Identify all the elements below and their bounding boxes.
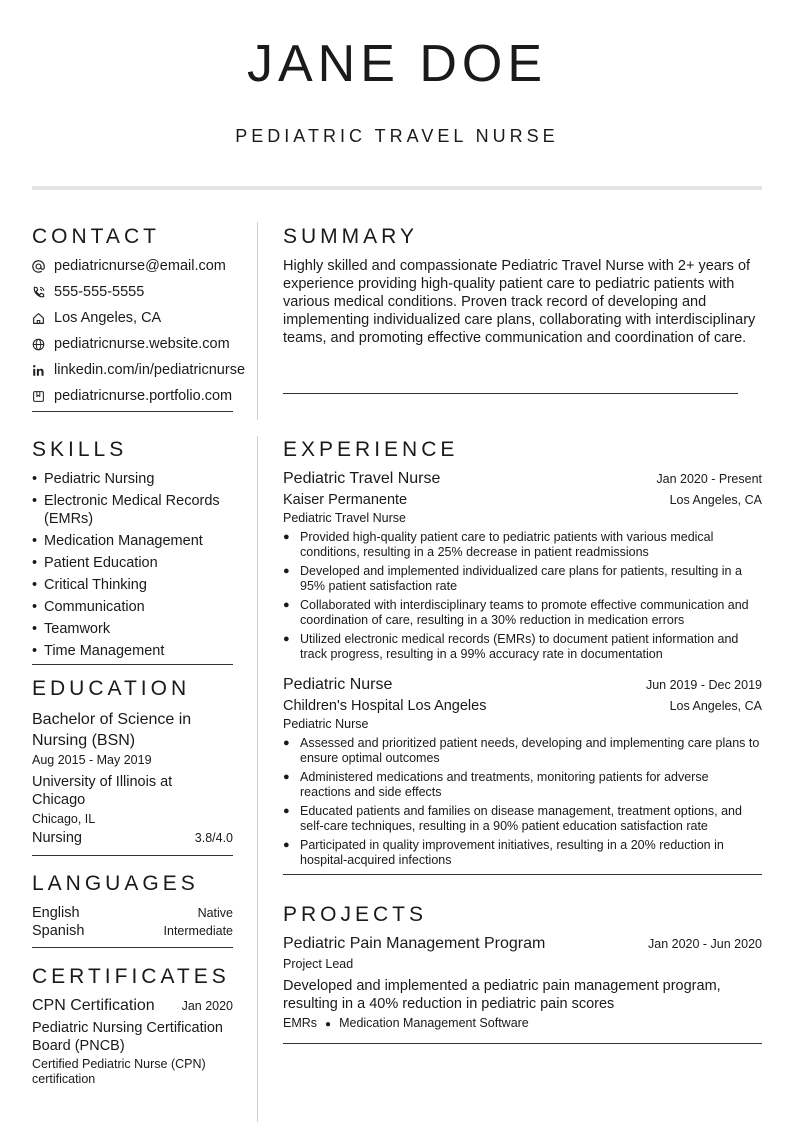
- projects-divider: [283, 1043, 762, 1044]
- certificate-name: CPN Certification: [32, 997, 155, 1014]
- languages-section: [32, 871, 233, 948]
- job-company: Children's Hospital Los Angeles: [283, 698, 487, 714]
- education-heading: EDUCATION: [32, 677, 191, 700]
- contact-location: [32, 305, 257, 331]
- job-entry: [283, 470, 762, 662]
- language-name: English: [32, 905, 80, 921]
- job-bullet: ● Collaborated with interdisciplinary teams to promote effective communication and coordination of care, resulting in a 30% reduction in medication errors: [283, 598, 749, 627]
- certificate-description: Certified Pediatric Nurse (CPN) certification: [32, 1057, 206, 1086]
- summary-heading: SUMMARY: [283, 225, 418, 248]
- summary-section: [283, 224, 762, 394]
- linkedin-icon: [32, 364, 54, 377]
- education-gpa: 3.8/4.0: [194, 831, 233, 845]
- job-company: Kaiser Permanente: [283, 492, 408, 508]
- skill-item: • Teamwork: [32, 621, 111, 637]
- job-location: Los Angeles, CA: [669, 699, 762, 713]
- candidate-name: JANE DOE: [246, 35, 548, 93]
- contact-location-text: Los Angeles, CA: [54, 310, 162, 326]
- project-tag: Medication Management Software: [339, 1016, 529, 1030]
- skills-divider: [32, 664, 233, 665]
- project-role: Project Lead: [283, 957, 354, 971]
- job-location: Los Angeles, CA: [669, 493, 762, 507]
- skill-item: • Electronic Medical Records (EMRs): [32, 493, 220, 527]
- education-divider: [32, 855, 233, 856]
- job-entry: [283, 676, 762, 868]
- language-row: [32, 922, 233, 940]
- summary-divider: [283, 393, 738, 394]
- contact-portfolio-text: pediatricnurse.portfolio.com: [54, 388, 233, 404]
- project-tag: EMRs: [283, 1016, 318, 1030]
- tag-separator: ●: [325, 1019, 332, 1030]
- contact-phone[interactable]: [32, 279, 257, 305]
- skills-section: [32, 437, 257, 665]
- job-bullet: ● Administered medications and treatments, monitoring patients for adverse reactions and side effects: [283, 770, 709, 799]
- contact-linkedin[interactable]: [32, 357, 257, 383]
- project-dates: Jan 2020 - Jun 2020: [648, 937, 762, 951]
- contact-email[interactable]: [32, 253, 257, 279]
- skill-item: • Time Management: [32, 643, 165, 659]
- job-bullet: ● Assessed and prioritized patient needs, developing and implementing care plans to ensure optimal outcomes: [283, 736, 760, 765]
- contact-section: [32, 224, 257, 412]
- summary-text: Highly skilled and compassionate Pediatric Travel Nurse with 2+ years of experience providing high-quality patient care to pediatric patients with various medical conditions. Proven track record of developing and implementing individualized care plans, collaborating with interdisciplinary teams, and promoting effective communication and coordination of care.: [283, 258, 756, 346]
- project-title: Pediatric Pain Management Program: [283, 935, 546, 952]
- job-bullet: ● Provided high-quality patient care to pediatric patients with various medical conditions, resulting in a 25% decrease in patient readmissions: [283, 530, 714, 559]
- certificate-issuer: Pediatric Nursing Certification Board (PNCB): [32, 1020, 223, 1054]
- contact-heading: CONTACT: [32, 225, 160, 248]
- project-tags: [283, 1016, 762, 1032]
- at-icon: [32, 260, 54, 273]
- certificates-heading: CERTIFICATES: [32, 965, 230, 988]
- contact-divider: [32, 411, 233, 412]
- job-dates: Jan 2020 - Present: [656, 472, 762, 486]
- phone-icon: [32, 286, 54, 299]
- home-icon: [32, 312, 54, 325]
- job-dates: Jun 2019 - Dec 2019: [645, 678, 762, 692]
- certificates-section: [32, 964, 233, 1087]
- job-bullet: ● Participated in quality improvement initiatives, resulting in a 20% reduction in hospital-acquired infections: [283, 838, 724, 867]
- education-school: University of Illinois at Chicago: [32, 774, 173, 808]
- education-dates: Aug 2015 - May 2019: [32, 753, 152, 767]
- contact-email-text: pediatricnurse@email.com: [54, 258, 226, 274]
- skill-item: • Pediatric Nursing: [32, 471, 155, 487]
- skill-item: • Critical Thinking: [32, 577, 147, 593]
- job-bullet: ● Utilized electronic medical records (EMRs) to document patient information and track progress, resulting in a 99% accuracy rate in documentation: [283, 632, 739, 661]
- column-divider-top: [257, 222, 258, 420]
- project-description: Developed and implemented a pediatric pain management program, resulting in a 40% reduction in pediatric pain scores: [283, 978, 721, 1012]
- experience-divider: [283, 874, 762, 875]
- header-divider: [32, 186, 762, 190]
- globe-icon: [32, 338, 54, 351]
- skill-item: • Communication: [32, 599, 145, 615]
- certificate-date: Jan 2020: [181, 999, 233, 1013]
- language-row: [32, 904, 233, 922]
- languages-heading: LANGUAGES: [32, 872, 199, 895]
- job-bullet: ● Educated patients and families on disease management, treatment options, and self-care techniques, resulting in a 90% patient education satisfaction rate: [283, 804, 742, 833]
- languages-divider: [32, 947, 233, 948]
- contact-website[interactable]: [32, 331, 257, 357]
- contact-website-text: pediatricnurse.website.com: [54, 336, 230, 352]
- job-role: Pediatric Nurse: [283, 717, 369, 731]
- projects-section: [283, 902, 762, 1044]
- skill-item: • Patient Education: [32, 555, 158, 571]
- education-location: Chicago, IL: [32, 812, 96, 826]
- contact-phone-text: 555-555-5555: [54, 284, 145, 300]
- language-level: Intermediate: [163, 924, 233, 938]
- projects-heading: PROJECTS: [283, 903, 428, 926]
- contact-portfolio[interactable]: [32, 383, 257, 409]
- education-section: [32, 676, 233, 856]
- education-degree: Bachelor of Science in Nursing (BSN): [32, 711, 192, 749]
- contact-linkedin-text: linkedin.com/in/pediatricnurse: [54, 362, 246, 378]
- portfolio-icon: [32, 390, 54, 403]
- job-role: Pediatric Travel Nurse: [283, 511, 406, 525]
- job-title: Pediatric Nurse: [283, 676, 393, 693]
- language-level: Native: [197, 906, 233, 920]
- education-field: Nursing: [32, 830, 82, 846]
- column-divider-bottom: [257, 436, 258, 1122]
- experience-section: [283, 437, 762, 875]
- language-name: Spanish: [32, 923, 85, 939]
- skill-item: • Medication Management: [32, 533, 203, 549]
- job-title: PEDIATRIC TRAVEL NURSE: [235, 126, 559, 146]
- experience-heading: EXPERIENCE: [283, 438, 459, 461]
- job-title: Pediatric Travel Nurse: [283, 470, 441, 487]
- skills-heading: SKILLS: [32, 438, 128, 461]
- job-bullet: ● Developed and implemented individualized care plans for patients, resulting in a 95% patient satisfaction rate: [283, 564, 742, 593]
